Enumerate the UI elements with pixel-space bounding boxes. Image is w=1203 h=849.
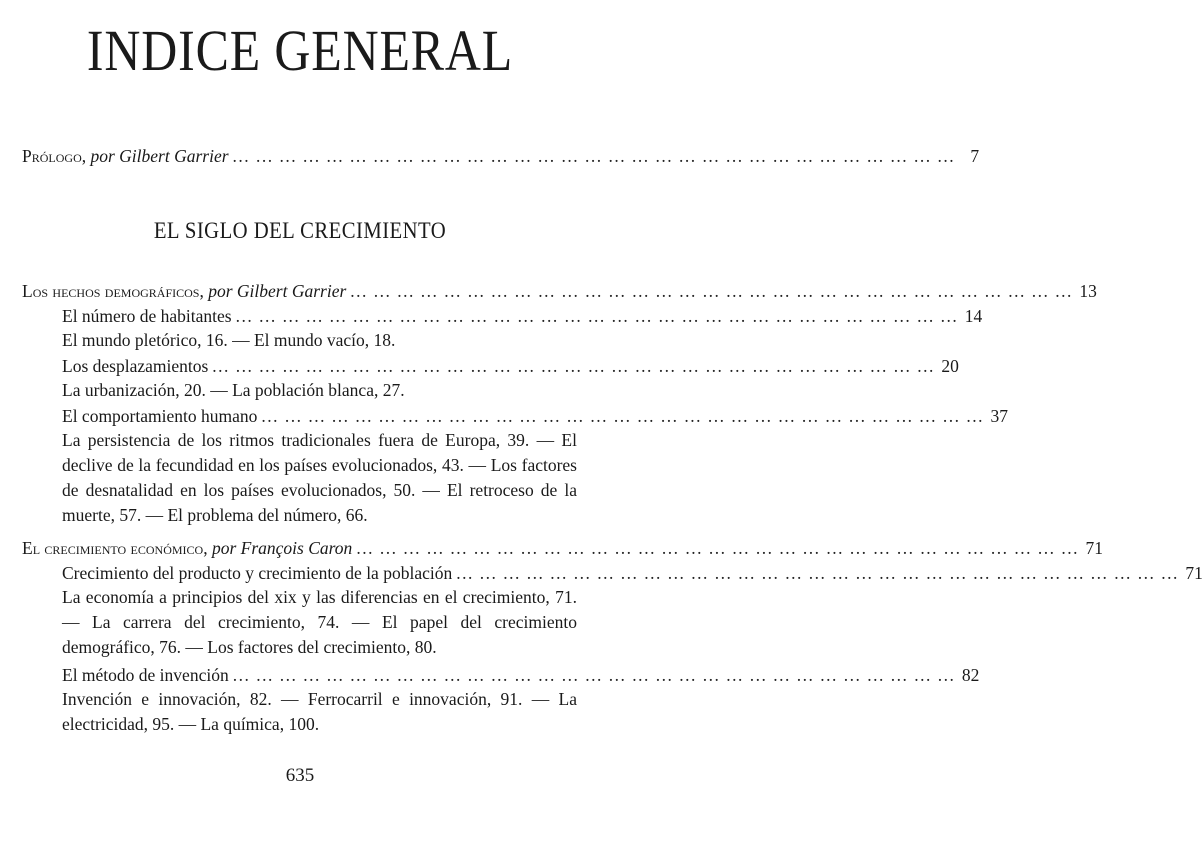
leader-dots: ... ... ... ... ... ... ... ... ... ... ... ... ... ... ... ... ... ... ... ... ... ... ... ... ... ... ... ... ... ... ... — [212, 356, 935, 376]
entry-page: 7 — [970, 146, 980, 166]
toc-entry-subsection[interactable] — [62, 306, 983, 326]
toc-entry-subsection[interactable] — [62, 356, 959, 376]
entry-label: Los desplazamientos — [62, 356, 209, 376]
toc-entry-chapter[interactable] — [22, 538, 1103, 558]
toc-entry-subsection[interactable] — [62, 406, 1008, 426]
entry-page: 20 — [941, 356, 959, 376]
leader-dots: ... ... ... ... ... ... ... ... ... ... ... ... ... ... ... ... ... ... ... ... ... ... ... ... ... ... ... ... ... ... ... — [235, 306, 959, 326]
entry-label: El número de habitantes — [62, 306, 232, 326]
entry-page: 13 — [1079, 281, 1097, 301]
entry-author: por Gilbert Garrier — [208, 281, 347, 301]
toc-entry-subsection[interactable] — [62, 563, 1203, 583]
entry-label: Crecimiento del producto y crecimiento de la población — [62, 563, 453, 583]
entry-author: por Gilbert Garrier — [90, 146, 229, 166]
subsection-contents: Invención e innovación, 82. — Ferrocarril e innovación, 91. — La electricidad, 95. — La química, 100. — [62, 689, 577, 734]
toc-entry-chapter[interactable] — [22, 281, 1097, 301]
entry-label: Prólogo, — [22, 146, 87, 166]
leader-dots: ... ... ... ... ... ... ... ... ... ... ... ... ... ... ... ... ... ... ... ... ... ... ... ... ... ... ... ... ... ... ... — [232, 146, 956, 166]
entry-author: por François Caron — [211, 538, 353, 558]
page-number: 635 — [285, 765, 315, 786]
toc-entry-prologue[interactable] — [22, 146, 980, 166]
leader-dots: ... ... ... ... ... ... ... ... ... ... ... ... ... ... ... ... ... ... ... ... ... ... ... ... ... ... ... ... ... ... ... — [261, 406, 984, 426]
subsection-contents: El mundo pletórico, 16. — El mundo vacío, 18. — [62, 330, 396, 350]
entry-label: El método de invención — [62, 665, 229, 685]
entry-page: 71 — [1185, 563, 1203, 583]
leader-dots: ... ... ... ... ... ... ... ... ... ... ... ... ... ... ... ... ... ... ... ... ... ... ... ... ... ... ... ... ... ... ... — [456, 563, 1179, 583]
entry-page: 82 — [961, 665, 980, 685]
entry-page: 37 — [990, 406, 1008, 426]
entry-label: El crecimiento económico, — [22, 538, 208, 558]
subsection-contents: La urbanización, 20. — La población blanca, 27. — [62, 380, 405, 400]
entry-label: El comportamiento humano — [62, 406, 258, 426]
subsection-contents: La economía a principios del xix y las diferencias en el crecimiento, 71. — La carrera del crecimiento, 74. — El papel del crecimiento demográfico, 76. — Los factores del crecimiento, 80. — [62, 587, 577, 657]
section-title: EL SIGLO DEL CRECIMIENTO — [153, 218, 447, 243]
leader-dots: ... ... ... ... ... ... ... ... ... ... ... ... ... ... ... ... ... ... ... ... ... ... ... ... ... ... ... ... ... ... ... — [232, 665, 956, 685]
subsection-contents: La persistencia de los ritmos tradicionales fuera de Europa, 39. — El declive de la fecundidad en los países evolucionados, 43. — Los factores de desnatalidad en los países evolucionados, 50. — El retroceso de la muerte, 57. — El problema del número, 66. — [62, 430, 577, 525]
entry-label: Los hechos demográficos, — [22, 281, 204, 301]
entry-page: 14 — [964, 306, 983, 326]
page-title: INDICE GENERAL — [86, 18, 514, 83]
entry-page: 71 — [1085, 538, 1103, 558]
leader-dots: ... ... ... ... ... ... ... ... ... ... ... ... ... ... ... ... ... ... ... ... ... ... ... ... ... ... ... ... ... ... ... — [356, 538, 1079, 558]
toc-entry-subsection[interactable] — [62, 665, 980, 685]
leader-dots: ... ... ... ... ... ... ... ... ... ... ... ... ... ... ... ... ... ... ... ... ... ... ... ... ... ... ... ... ... ... ... — [350, 281, 1073, 301]
